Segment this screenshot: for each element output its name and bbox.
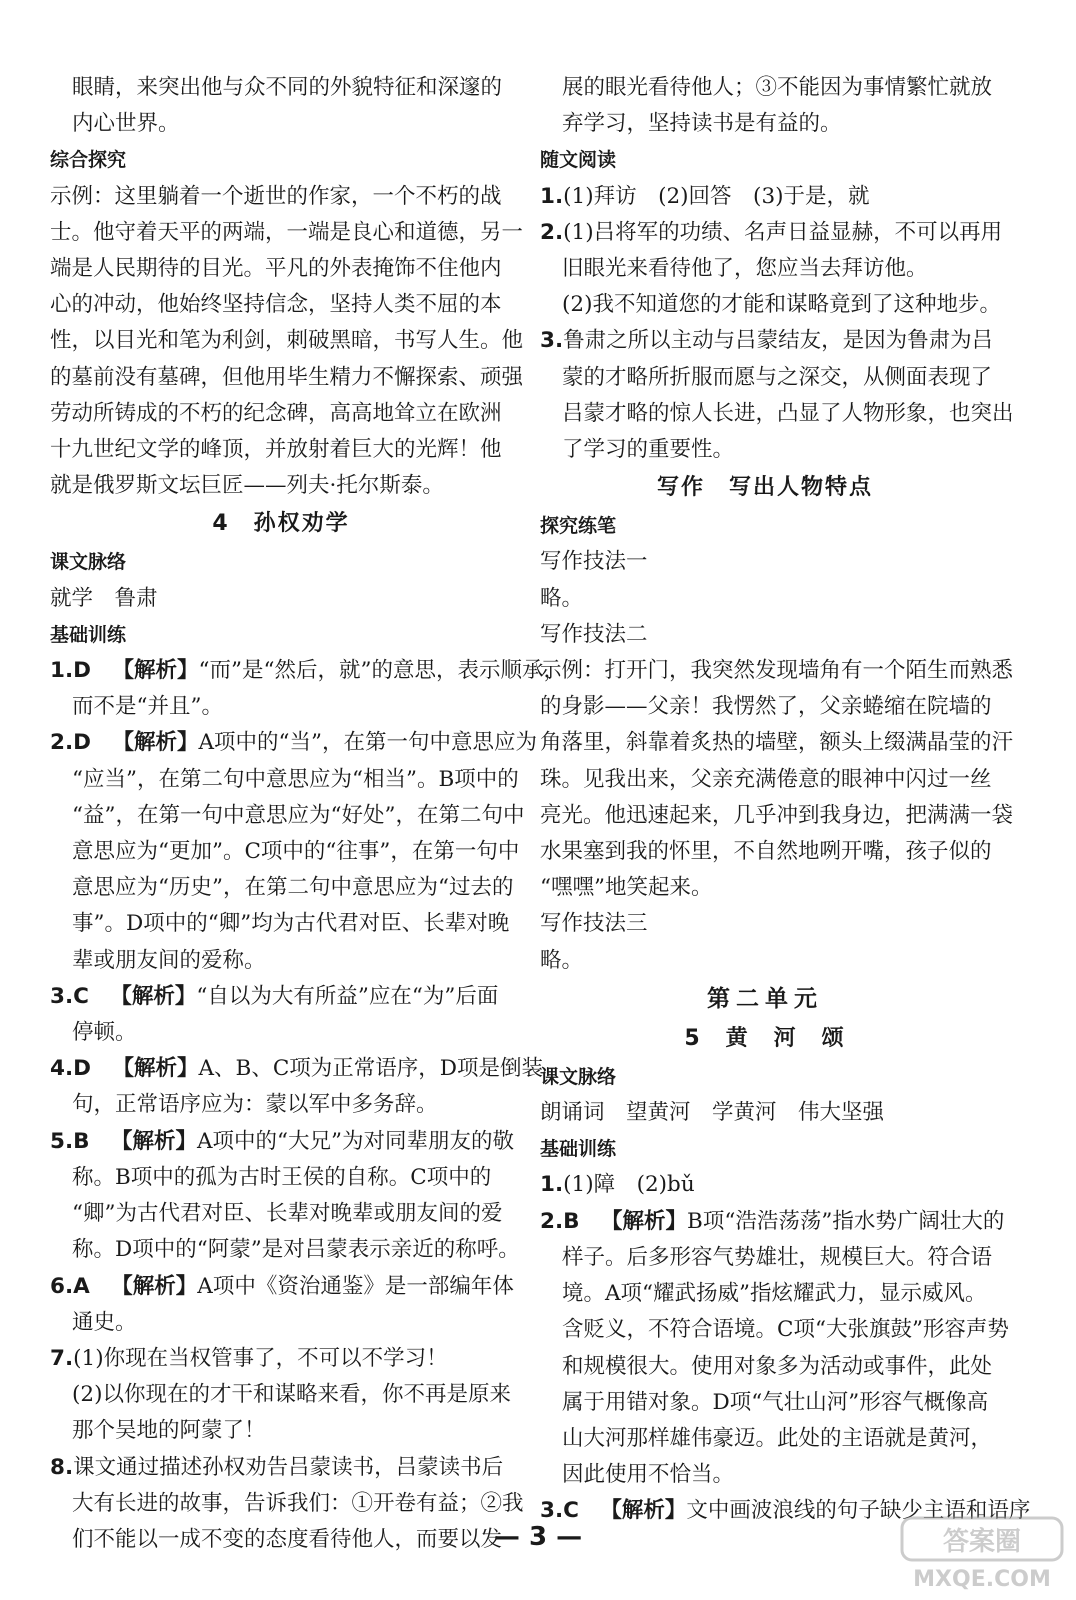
text-line — [540, 689, 990, 725]
line-text: A项中《资治通鉴》是一部编年体 — [197, 1273, 514, 1299]
answer-number: 2. — [540, 219, 564, 245]
text-line — [50, 1124, 515, 1160]
line-text: 就学 鲁肃 — [50, 585, 158, 611]
line-text: “益”，在第一句中意思应为“好处”，在第二句中 — [72, 802, 525, 828]
text-line — [540, 544, 990, 580]
answer-number: 7. — [50, 1345, 74, 1371]
line-text: 辈或朋友间的爱称。 — [72, 947, 266, 973]
line-text: 吕蒙才略的惊人长进，凸显了人物形象，也突出 — [562, 400, 1014, 426]
text-line — [50, 215, 524, 251]
line-text: 写作技法三 — [540, 911, 648, 937]
answer-number: 3.C — [540, 1498, 579, 1524]
line-text: 亮光。他迅速起来，几乎冲到我身边，把满满一袋 — [540, 802, 1014, 828]
line-text: 鲁肃之所以主动与吕蒙结友，是因为鲁肃为吕 — [563, 328, 994, 354]
line-text: 水果塞到我的怀里，不自然地咧开嘴，孩子似的 — [540, 839, 992, 865]
text-line — [50, 581, 512, 617]
line-text: 意思应为“更加”。C项中的“往事”，在第一句中 — [72, 839, 520, 865]
text-line — [540, 1204, 1005, 1240]
line-text: 略。 — [540, 585, 584, 611]
answer-number: 4.D — [50, 1056, 91, 1082]
line-text: 展的眼光看待他人；③不能因为事情繁忙就放 — [562, 75, 993, 100]
line-text: 略。 — [540, 947, 584, 973]
line-text: 士。他守着天平的两端，一端是良心和道德，另一 — [50, 219, 524, 245]
text-line — [50, 1450, 512, 1486]
text-line — [540, 106, 990, 142]
svg-text:答案圈: 答案圈 — [942, 1527, 1022, 1557]
text-line — [50, 1015, 512, 1051]
text-line — [540, 179, 990, 215]
text-line — [540, 287, 1001, 323]
text-line — [540, 798, 1014, 834]
text-line — [540, 1095, 990, 1131]
line-text: “而”是“然后，就”的意思，表示顺承， — [198, 658, 565, 684]
text-line — [540, 432, 990, 468]
line-text: 含贬义，不符合语境。C项“大张旗鼓”形容声势 — [562, 1317, 1009, 1343]
lesson-title: 4 孙权劝学 — [212, 511, 350, 537]
line-text: 蒙的才略所折服而愿与之深交，从侧面表现了 — [562, 364, 993, 390]
line-text: (1)你现在当权管事了，不可以不学习！ — [73, 1345, 448, 1371]
text-line — [540, 1276, 990, 1312]
line-text: “应当”，在第二句中意思应为“相当”。B项中的 — [72, 766, 519, 792]
text-line — [50, 762, 519, 798]
answer-number: 6.A — [50, 1273, 90, 1299]
text-line — [540, 396, 1014, 432]
answer-number: 2.D — [50, 730, 91, 756]
text-line — [540, 725, 1014, 761]
line-text: 眼睛，来突出他与众不同的外貌特征和深邃的 — [72, 75, 503, 100]
line-text: 角落里，斜靠着炙热的墙壁，额头上缀满晶莹的汗 — [540, 730, 1014, 756]
line-text: A、B、C项为正常语序，D项是倒装 — [198, 1056, 544, 1082]
text-line — [50, 943, 512, 979]
text-line — [540, 323, 994, 359]
text-line — [50, 1087, 512, 1123]
text-line — [540, 1312, 1009, 1348]
text-line — [50, 179, 512, 215]
text-line — [50, 725, 538, 761]
line-text: 内心世界。 — [72, 111, 180, 137]
answer-number: 1. — [540, 1172, 564, 1198]
text-line — [50, 1160, 512, 1196]
section-heading: 探究练笔 — [540, 515, 617, 538]
line-text: 大有长进的故事，告诉我们：①开卷有益；②我 — [72, 1490, 524, 1516]
line-text: 旧眼光来看待他了，您应当去拜访他。 — [562, 256, 928, 282]
analysis-tag: 【解析】 — [601, 1208, 688, 1234]
analysis-tag: 【解析】 — [112, 658, 199, 684]
text-line — [540, 360, 993, 396]
line-text: 山大河那样雄伟豪迈。此处的主语就是黄河， — [562, 1425, 993, 1451]
text-line — [50, 1051, 544, 1087]
line-text: “嘿嘿”地笑起来。 — [540, 875, 713, 901]
text-line — [540, 943, 990, 979]
section-heading: 课文脉络 — [50, 551, 127, 574]
unit-title: 第二单元 — [707, 985, 823, 1012]
line-text: 心的冲动，他始终坚持信念，坚持人类不屈的本 — [50, 292, 502, 318]
text-line — [50, 70, 512, 106]
page-number: — 3 — — [493, 1522, 583, 1552]
text-line — [50, 287, 512, 323]
text-line — [540, 1385, 990, 1421]
text-line — [50, 1486, 524, 1522]
line-text: 的身影——父亲！我愣然了，父亲蜷缩在院墙的 — [540, 694, 992, 720]
line-text: A项中的“大兄”为对同辈朋友的敬 — [197, 1128, 515, 1154]
line-text: 属于用错对象。D项“气壮山河”形容气概像高 — [562, 1389, 989, 1415]
line-text: 那个吴地的阿蒙了！ — [72, 1418, 266, 1444]
answer-number: 1. — [540, 183, 564, 209]
section-heading: 基础训练 — [50, 623, 127, 646]
text-line — [540, 215, 1003, 251]
lesson-title: 写作 写出人物特点 — [656, 475, 873, 501]
text-line — [50, 1269, 512, 1305]
right-column — [540, 70, 1031, 1530]
watermark-icon — [898, 1514, 1068, 1594]
line-text: 的墓前没有墓碑，但他用毕生精力不懈探索、顽强 — [50, 364, 524, 390]
line-text: 和规模很大。使用对象多为活动或事件，此处 — [562, 1353, 993, 1379]
line-text: 文中画波浪线的句子缺少主语和语序 — [686, 1498, 1031, 1524]
text-line — [540, 834, 990, 870]
line-text: 写作技法一 — [540, 549, 648, 575]
text-line — [50, 106, 512, 142]
analysis-tag: 【解析】 — [112, 730, 199, 756]
watermark-logo — [898, 1514, 1068, 1594]
text-line — [540, 762, 990, 798]
text-line — [540, 906, 990, 942]
line-text: “自以为大有所益”应在“为”后面 — [196, 983, 499, 1009]
answer-number: 8. — [50, 1454, 74, 1480]
text-line — [540, 1240, 993, 1276]
analysis-tag: 【解析】 — [112, 1056, 199, 1082]
line-text: (2)以你现在的才干和谋略来看，你不再是原来 — [72, 1382, 511, 1408]
line-text: B项“浩浩荡荡”指水势广阔壮大的 — [687, 1208, 1005, 1234]
text-line — [50, 1305, 512, 1341]
line-text: 而不是“并且”。 — [72, 694, 223, 720]
line-text: 意思应为“历史”，在第二句中意思应为“过去的 — [72, 875, 514, 901]
text-line — [540, 581, 990, 617]
text-line — [540, 653, 1014, 689]
section-heading: 随文阅读 — [540, 149, 617, 172]
line-text: 十九世纪文学的峰顶，并放射着巨大的光辉！他 — [50, 437, 502, 463]
section-heading: 综合探究 — [50, 149, 127, 172]
text-line — [540, 251, 990, 287]
line-text: 珠。见我出来，父亲充满倦意的眼神中闪过一丝 — [540, 766, 992, 792]
watermark-text: MXQE.COM — [913, 1567, 1051, 1592]
text-line — [50, 689, 512, 725]
line-text: (1)障 (2)bǔ — [563, 1172, 695, 1198]
line-text: “卿”为古代君对臣、长辈对晚辈或朋友间的爱 — [72, 1201, 503, 1227]
line-text: 停顿。 — [72, 1020, 137, 1046]
text-line — [50, 870, 512, 906]
analysis-tag: 【解析】 — [111, 1128, 198, 1154]
text-line — [50, 979, 512, 1015]
text-line — [540, 870, 990, 906]
section-heading: 课文脉络 — [540, 1065, 617, 1088]
line-text: (1)拜访 (2)回答 (3)于是，就 — [563, 183, 870, 209]
lesson-title: 5 黄 河 颂 — [684, 1025, 846, 1051]
answer-number: 5.B — [50, 1128, 90, 1154]
line-text: 们不能以一成不变的态度看待他人，而要以发 — [72, 1526, 503, 1552]
line-text: 通史。 — [72, 1309, 137, 1335]
line-text: 课文通过描述孙权劝告吕蒙读书，吕蒙读书后 — [73, 1454, 504, 1480]
text-line — [50, 834, 520, 870]
line-text: 示例：这里躺着一个逝世的作家，一个不朽的战 — [50, 183, 502, 209]
text-line — [50, 1413, 512, 1449]
text-line — [540, 70, 993, 106]
analysis-tag: 【解析】 — [600, 1498, 687, 1524]
line-text: 性，以目光和笔为利剑，刺破黑暗，书写人生。他 — [50, 328, 524, 354]
line-text: 劳动所铸成的不朽的纪念碑，高高地耸立在欧洲 — [50, 400, 502, 426]
answer-number: 1.D — [50, 658, 91, 684]
text-line — [50, 1196, 512, 1232]
line-text: (2)我不知道您的才能和谋略竟到了这种地步。 — [562, 292, 1001, 318]
text-line — [50, 1341, 512, 1377]
text-line — [50, 1232, 520, 1268]
line-text: 就是俄罗斯文坛巨匠——列夫·托尔斯泰。 — [50, 473, 444, 499]
text-line — [50, 798, 525, 834]
text-line — [540, 1457, 990, 1493]
line-text: 样子。后多形容气势雄壮，规模巨大。符合语 — [562, 1244, 993, 1270]
text-line — [50, 323, 524, 359]
text-line — [540, 1421, 993, 1457]
text-line — [50, 251, 512, 287]
text-line — [50, 653, 565, 689]
text-line — [50, 432, 512, 468]
line-text: 因此使用不恰当。 — [562, 1462, 735, 1488]
text-line — [50, 360, 524, 396]
text-line — [50, 906, 512, 942]
line-text: 朗诵词 望黄河 学黄河 伟大坚强 — [540, 1100, 885, 1126]
line-text: 境。A项“耀武扬威”指炫耀武力，显示威风。 — [562, 1281, 987, 1307]
text-line — [50, 1377, 512, 1413]
section-heading: 基础训练 — [540, 1138, 617, 1161]
line-text: 弃学习，坚持读书是有益的。 — [562, 111, 842, 137]
line-text: 事”。D项中的“卿”均为古代君对臣、长辈对晚 — [72, 911, 510, 937]
line-text: A项中的“当”，在第一句中意思应为 — [198, 730, 538, 756]
analysis-tag: 【解析】 — [111, 1273, 198, 1299]
answer-number: 3. — [540, 328, 564, 354]
line-text: 称。B项中的孤为古时王侯的自称。C项中的 — [72, 1164, 492, 1190]
text-line — [50, 468, 512, 504]
line-text: 示例：打开门，我突然发现墙角有一个陌生而熟悉 — [540, 658, 1014, 684]
line-text: 句，正常语序应为：蒙以军中多务辞。 — [72, 1092, 438, 1118]
text-line — [540, 1167, 990, 1203]
answer-number: 2.B — [540, 1208, 580, 1234]
answer-number: 3.C — [50, 983, 89, 1009]
line-text: 了学习的重要性。 — [562, 437, 735, 463]
line-text: (1)吕将军的功绩、名声日益显赫，不可以再用 — [563, 219, 1003, 245]
text-line — [540, 617, 990, 653]
line-text: 写作技法二 — [540, 621, 648, 647]
text-line — [540, 1349, 993, 1385]
line-text: 称。D项中的“阿蒙”是对吕蒙表示亲近的称呼。 — [72, 1237, 520, 1263]
text-line — [50, 396, 512, 432]
line-text: 端是人民期待的目光。平凡的外表掩饰不住他内 — [50, 256, 502, 282]
analysis-tag: 【解析】 — [110, 983, 197, 1009]
